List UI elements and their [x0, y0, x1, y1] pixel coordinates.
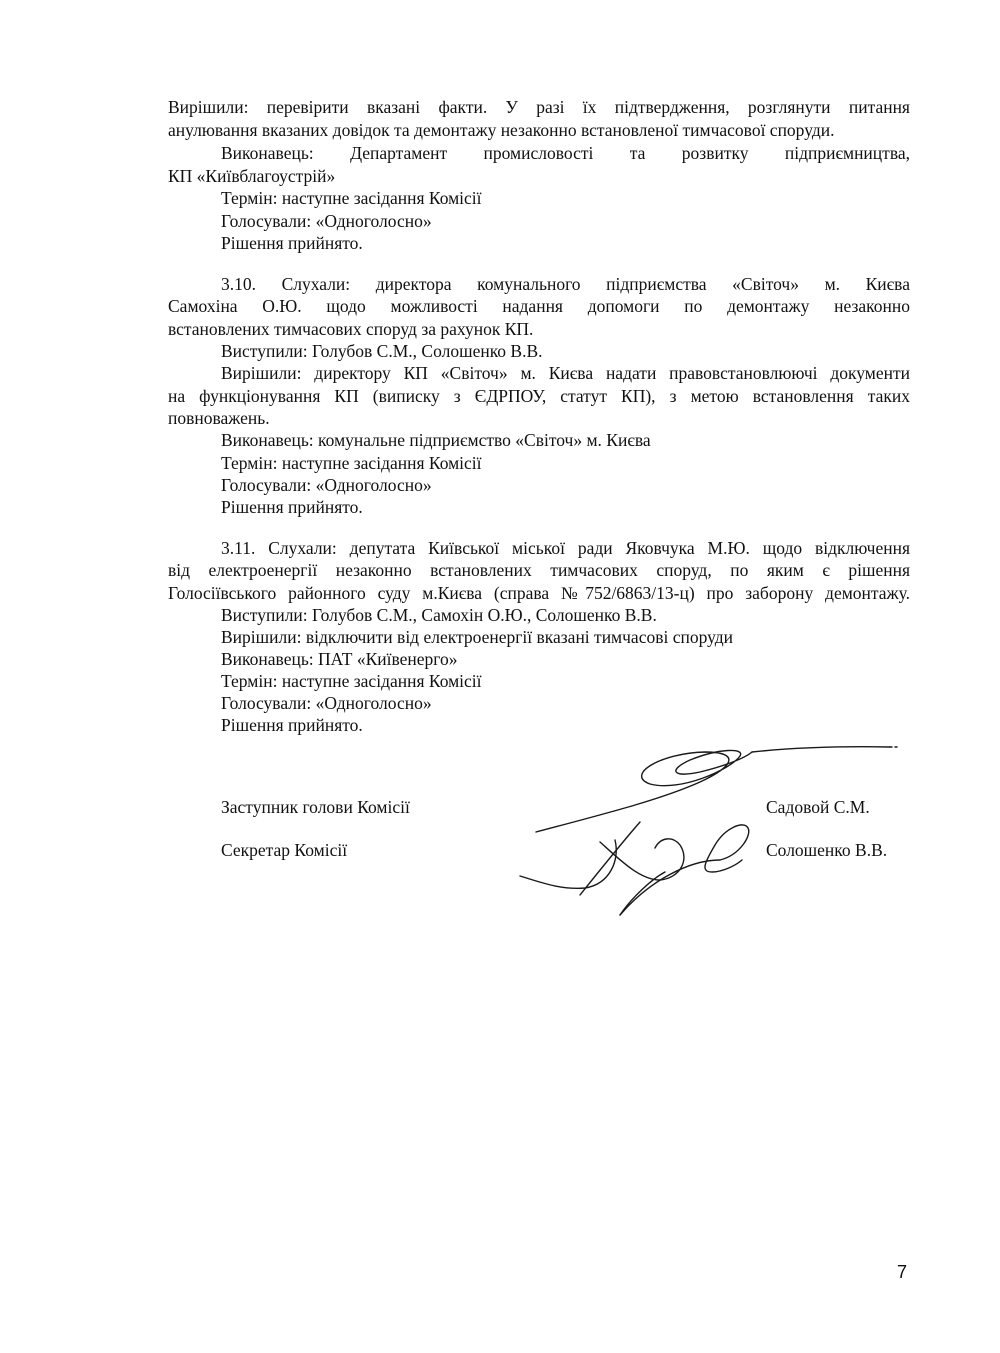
intro-result: Рішення прийнято. [221, 233, 363, 253]
item-3-11-decided: Вирішили: відключити від електроенергії вказані тимчасові споруди [221, 627, 734, 647]
item-3-10-decided-line3: повноважень. [168, 408, 270, 428]
item-3-11-heard-line3: Голосіївського районного суду м.Києва (справа №752/6863/13-ц) про заборону демонтажу. [168, 583, 910, 603]
intro-decided-line2: анулювання вказаних довідок та демонтажу незаконно встановленої тимчасової споруди. [168, 120, 835, 140]
item-3-10-heard-line2: Самохіна О.Ю. щодо можливості надання допомоги по демонтажу незаконно [168, 296, 910, 316]
item-3-11-heard-line2: від електроенергії незаконно встановлених тимчасових споруд, по яким є рішення [168, 560, 910, 580]
item-3-10-result: Рішення прийнято. [221, 497, 363, 517]
item-3-11-term: Термін: наступне засідання Комісії [221, 671, 482, 691]
intro-decided-line1: Вирішили: перевірити вказані факти. У разі їх підтвердження, розглянути питання [168, 97, 910, 117]
intro-executor-line1: Виконавець: Департамент промисловості та розвитку підприємництва, [221, 143, 910, 163]
signature-name-deputy-chair: Садовой С.М. [766, 797, 870, 817]
intro-executor-line2: КП «Київблагоустрій» [168, 166, 336, 186]
item-3-10-voted: Голосували: «Одноголосно» [221, 475, 432, 495]
item-3-10-decided-line1: Вирішили: директору КП «Світоч» м. Києва надати правовстановлюючі документи [221, 363, 910, 383]
item-3-11-result: Рішення прийнято. [221, 715, 363, 735]
item-3-10-heard-line1: 3.10. Слухали: директора комунального підприємства «Світоч» м. Києва [221, 274, 910, 294]
item-3-10-term: Термін: наступне засідання Комісії [221, 453, 482, 473]
intro-term: Термін: наступне засідання Комісії [221, 188, 482, 208]
item-3-11-executor: Виконавець: ПАТ «Київенерго» [221, 649, 458, 669]
item-3-10-decided-line2: на функціонування КП (виписку з ЄДРПОУ, статут КП), з метою встановлення таких [168, 386, 910, 406]
intro-voted: Голосували: «Одноголосно» [221, 211, 432, 231]
item-3-10-spoke: Виступили: Голубов С.М., Солошенко В.В. [221, 341, 543, 361]
signature-role-secretary: Секретар Комісії [221, 840, 348, 860]
item-3-11-voted: Голосували: «Одноголосно» [221, 693, 432, 713]
page-number: 7 [897, 1262, 908, 1282]
item-3-10-executor: Виконавець: комунальне підприємство «Світоч» м. Києва [221, 430, 651, 450]
item-3-11-heard-line1: 3.11. Слухали: депутата Київської міської ради Яковчука М.Ю. щодо відключення [221, 538, 910, 558]
signature-role-deputy-chair: Заступник голови Комісії [221, 797, 410, 817]
item-3-11-spoke: Виступили: Голубов С.М., Самохін О.Ю., Солошенко В.В. [221, 605, 657, 625]
item-3-10-heard-line3: встановлених тимчасових споруд за рахунок КП. [168, 319, 534, 339]
signature-name-secretary: Солошенко В.В. [766, 840, 888, 860]
